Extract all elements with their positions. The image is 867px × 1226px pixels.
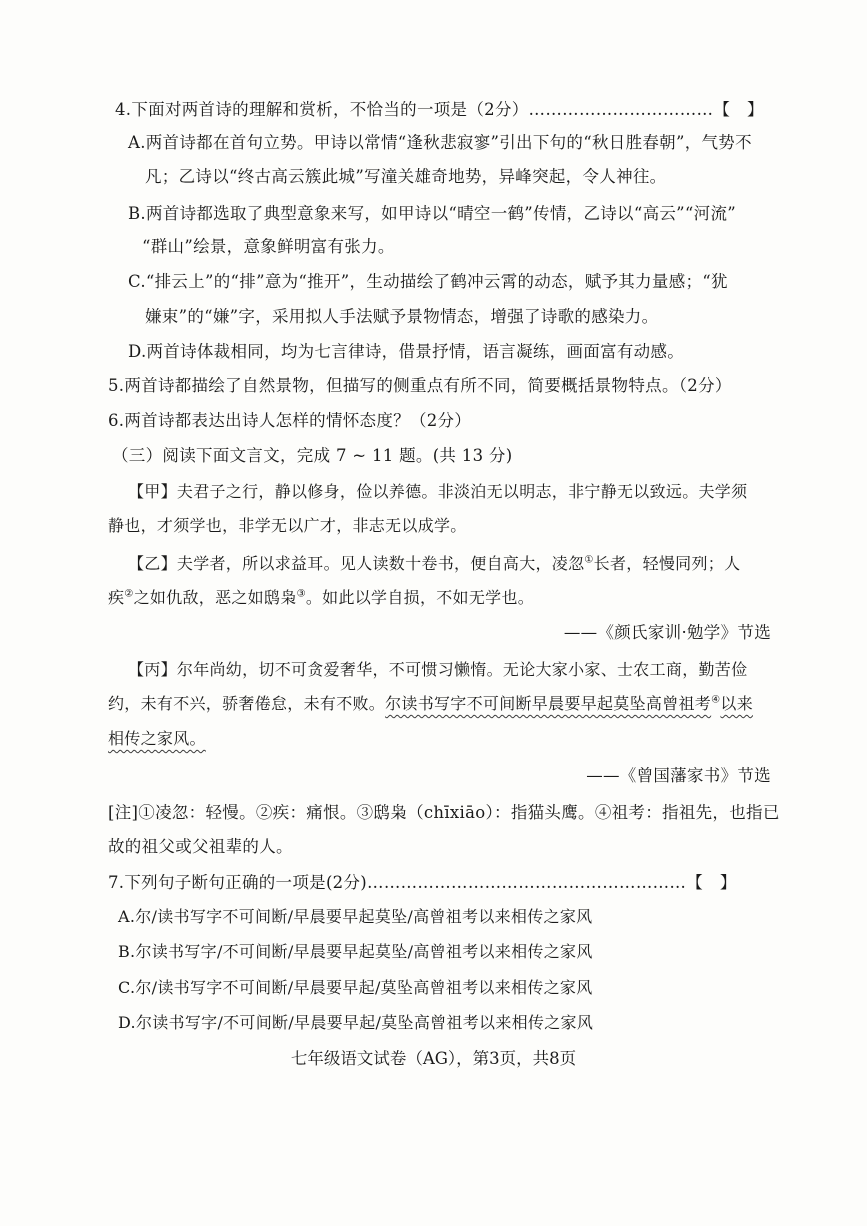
footnote-mark-4: ④ bbox=[711, 694, 721, 706]
passage-yi-text: 疾 bbox=[108, 588, 125, 607]
q7-option-d: D.尔读书写字/不可间断/早晨要早起/莫坠高曾祖考以来相传之家风 bbox=[118, 1013, 594, 1032]
footnote-mark-1: ① bbox=[584, 554, 594, 566]
q7-option-b: B.尔读书写字/不可间断/早晨要早起莫坠/高曾祖考以来相传之家风 bbox=[118, 942, 593, 961]
q4-option-d: D.两首诗体裁相同，均为七言律诗，借景抒情，语言凝练，画面富有动感。 bbox=[128, 342, 685, 361]
passage-bing-line2 bbox=[108, 692, 753, 716]
passage-yi-text: 。如此以学自损，不如无学也。 bbox=[305, 588, 535, 607]
page-footer: 七年级语文试卷（AG），第3页，共8页 bbox=[290, 1049, 577, 1068]
passage-yi-text: 长者，轻慢同列；人 bbox=[593, 554, 741, 573]
q7-stem: 7.下列句子断句正确的一项是(2分)…………………………………………………【 】 bbox=[108, 873, 737, 892]
section-3-heading: （三）阅读下面文言文，完成 7 ~ 11 题。(共 13 分) bbox=[112, 446, 513, 465]
q7-option-c: C.尔/读书写字不可间断/早晨要早起/莫坠高曾祖考以来相传之家风 bbox=[118, 978, 593, 997]
q7-option-a: A.尔/读书写字不可间断/早晨要早起莫坠/高曾祖考以来相传之家风 bbox=[118, 907, 593, 926]
footnote-mark-2: ② bbox=[124, 588, 134, 600]
passage-jia-line2: 静也，才须学也，非学无以广才，非志无以成学。 bbox=[108, 516, 467, 535]
q4-option-c-line1: C.“排云上”的“排”意为“推开”，生动描绘了鹤冲云霄的动态，赋予其力量感；“犹 bbox=[128, 272, 728, 291]
q4-option-a-line2: 凡；乙诗以“终古高云簇此城”写潼关雄奇地势，异峰突起，令人神往。 bbox=[145, 167, 667, 186]
passage-yi-source: ——《颜氏家训·勉学》节选 bbox=[563, 623, 771, 642]
wavy-underlined-sentence-end: 相传之家风。 bbox=[108, 729, 206, 748]
passage-bing-line3 bbox=[108, 727, 206, 751]
q4-stem: 4.下面对两首诗的理解和赏析，不恰当的一项是（2分）……………………………【 】 bbox=[115, 100, 764, 119]
passage-yi-text: 【乙】夫学者，所以求益耳。见人读数十卷书，便自高大，凌忽 bbox=[128, 554, 585, 573]
passage-bing-text: 约，未有不兴，骄奢倦怠，未有不败。 bbox=[108, 694, 386, 713]
q4-option-c-line2: 嫌束”的“嫌”字，采用拟人手法赋予景物情态，增强了诗歌的感染力。 bbox=[145, 307, 659, 326]
passage-yi-line2 bbox=[108, 586, 534, 610]
wavy-underlined-sentence-cont: 以来 bbox=[720, 694, 753, 713]
footnote-mark-3: ③ bbox=[296, 588, 306, 600]
passage-bing-source: ——《曾国藩家书》节选 bbox=[586, 766, 771, 785]
q5: 5.两首诗都描绘了自然景物，但描写的侧重点有所不同，简要概括景物特点。（2分） bbox=[108, 376, 732, 395]
q4-option-b-line1: B.两首诗都选取了典型意象来写，如甲诗以“晴空一鹤”传情，乙诗以“高云”“河流” bbox=[128, 204, 736, 223]
q6: 6.两首诗都表达出诗人怎样的情怀态度？（2分） bbox=[108, 411, 472, 430]
passage-yi-line1 bbox=[128, 552, 740, 576]
passage-bing-line1: 【丙】尔年尚幼，切不可贪爱奢华，不可惯习懒惰。无论大家小家、士农工商，勤苦俭 bbox=[128, 660, 748, 679]
notes-line2: 故的祖父或父祖辈的人。 bbox=[108, 837, 293, 856]
q4-option-b-line2: “群山”绘景，意象鲜明富有张力。 bbox=[142, 237, 395, 256]
notes-line1: [注]①凌忽：轻慢。②疾：痛恨。③鸱枭（chīxiāo）：指猫头鹰。④祖考：指祖先，也指已 bbox=[108, 803, 780, 822]
q4-option-a-line1: A.两首诗都在首句立势。甲诗以常情“逢秋悲寂寥”引出下句的“秋日胜春朝”，气势不 bbox=[128, 133, 752, 152]
passage-jia-line1: 【甲】夫君子之行，静以修身，俭以养德。非淡泊无以明志，非宁静无以致远。夫学须 bbox=[128, 482, 748, 501]
passage-yi-text: 之如仇敌，恶之如鸱枭 bbox=[133, 588, 297, 607]
wavy-underlined-sentence: 尔读书写字不可间断早晨要早起莫坠高曾祖考 bbox=[385, 694, 712, 713]
